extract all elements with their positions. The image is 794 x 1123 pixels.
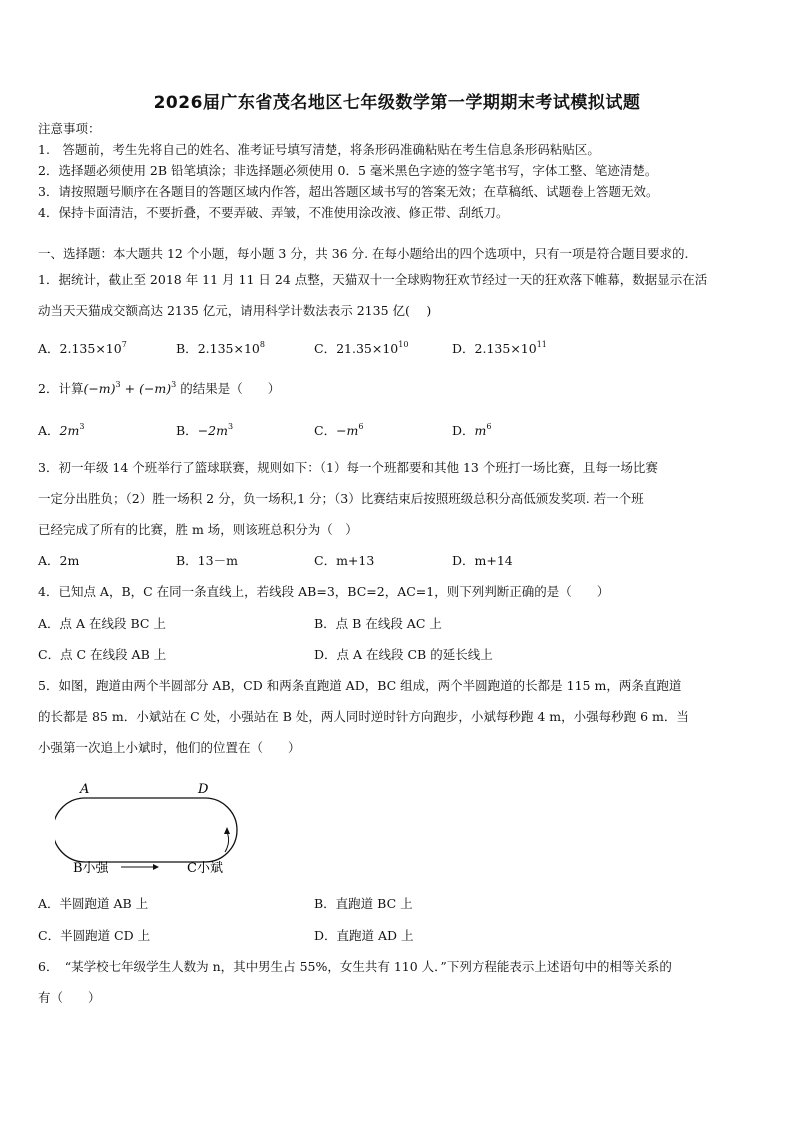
q4-option-a: A．点 A 在线段 BC 上 [38, 616, 166, 631]
q3-line-1: 3．初一年级 14 个班举行了篮球联赛，规则如下：（1）每一个班都要和其他 13 个班打一场比赛，且每一场比赛 [38, 460, 658, 475]
q2-option-a: A．$2m^3$ [38, 422, 85, 438]
page-title: 2026届广东省茂名地区七年级数学第一学期期末考试模拟试题 [153, 93, 641, 113]
notice-heading: 注意事项： [38, 121, 101, 136]
q2-option-b: B．$-2m^3$ [176, 422, 234, 438]
q5-line-3: 小强第一次追上小斌时，他们的位置在（ ） [38, 740, 301, 755]
track-outline [55, 798, 237, 862]
q1-option-d: D．$2.135\times 10^{11}$ [452, 340, 547, 356]
label-a: A [80, 782, 90, 797]
arrow-right-head [153, 864, 159, 870]
label-d: D [198, 782, 209, 797]
q2-option-c: C．$-m^6$ [314, 422, 364, 438]
arrow-up-head [224, 827, 230, 834]
q5-option-b: B．直跑道 BC 上 [314, 896, 413, 911]
q6-line-1: 6． “某学校七年级学生人数为 n，其中男生占 55%，女生共有 110 人．”下列方程能表示上述语句中的相等关系的 [38, 959, 672, 974]
q5-line-2: 的长都是 85 m．小斌站在 C 处，小强站在 B 处，两人同时逆时针方向跑步，小斌每秒跑 4 m，小强每秒跑 6 m．当 [38, 709, 689, 724]
q6-line-2: 有（ ） [38, 990, 101, 1005]
q4-line-1: 4．已知点 A，B，C 在同一条直线上，若线段 AB=3，BC=2，AC=1，则下列判断正确的是（ ） [38, 584, 610, 599]
notice-item-1: 1. 答题前，考生先将自己的姓名、准考证号填写清楚，将条形码准确粘贴在考生信息条形码粘贴区。 [38, 142, 600, 157]
label-c: C小斌 [187, 861, 223, 876]
q1-option-c: C．$21.35\times 10^{10}$ [314, 340, 409, 356]
q4-option-c: C．点 C 在线段 AB 上 [38, 647, 167, 662]
running-track-figure [55, 780, 255, 880]
q3-line-3: 已经完成了所有的比赛，胜 m 场，则该班总积分为（ ） [38, 522, 358, 537]
track-diagram [55, 780, 255, 880]
q1-option-a: A．$2.135\times 10^7$ [38, 340, 127, 356]
notice-item-2: 2．选择题必须使用 2B 铅笔填涂；非选择题必须使用 0．5 毫米黑色字迹的签字笔书写，字体工整、笔迹清楚。 [38, 163, 658, 178]
q3-option-d: D．m+14 [452, 553, 513, 568]
q2-option-d: D．$m^6$ [452, 422, 492, 438]
notice-item-3: 3．请按照题号顺序在各题目的答题区域内作答，超出答题区域书写的答案无效；在草稿纸、试题卷上答题无效。 [38, 184, 659, 199]
q4-option-b: B．点 B 在线段 AC 上 [314, 616, 442, 631]
q3-option-a: A．2m [38, 553, 80, 568]
section-heading: 一、选择题：本大题共 12 个小题，每小题 3 分，共 36 分. 在每小题给出的四个选项中，只有一项是符合题目要求的. [38, 246, 689, 261]
q3-option-b: B．13－m [176, 553, 238, 568]
q1-option-b: B．$2.135\times 10^8$ [176, 340, 265, 356]
q1-line-1: 1．据统计，截止至 2018 年 11 月 11 日 24 点整，天猫双十一全球购物狂欢节经过一天的狂欢落下帷幕，数据显示在活 [38, 272, 708, 287]
label-b: B小强 [73, 861, 109, 876]
q1-line-2: 动当天天猫成交额高达 2135 亿元，请用科学计数法表示 2135 亿( ) [38, 303, 432, 318]
q3-line-2: 一定分出胜负；（2）胜一场积 2 分，负一场积,1 分；（3）比赛结束后按照班级总积分高低颁发奖项. 若一个班 [38, 491, 644, 506]
q5-option-c: C．半圆跑道 CD 上 [38, 928, 151, 943]
q4-option-d: D．点 A 在线段 CB 的延长线上 [314, 647, 493, 662]
q2-stem: 2．计算$(-m)^3 + (-m)^3$ 的结果是（ ） [38, 380, 281, 396]
q5-option-a: A．半圆跑道 AB 上 [38, 896, 149, 911]
notice-item-4: 4．保持卡面清洁，不要折叠，不要弄破、弄皱，不准使用涂改液、修正带、刮纸刀。 [38, 205, 509, 220]
q5-option-d: D．直跑道 AD 上 [314, 928, 414, 943]
q5-line-1: 5．如图，跑道由两个半圆部分 AB，CD 和两条直跑道 AD，BC 组成，两个半圆跑道的长都是 115 m，两条直跑道 [38, 678, 682, 693]
q3-option-c: C．m+13 [314, 553, 375, 568]
arrow-up-line [225, 832, 229, 852]
